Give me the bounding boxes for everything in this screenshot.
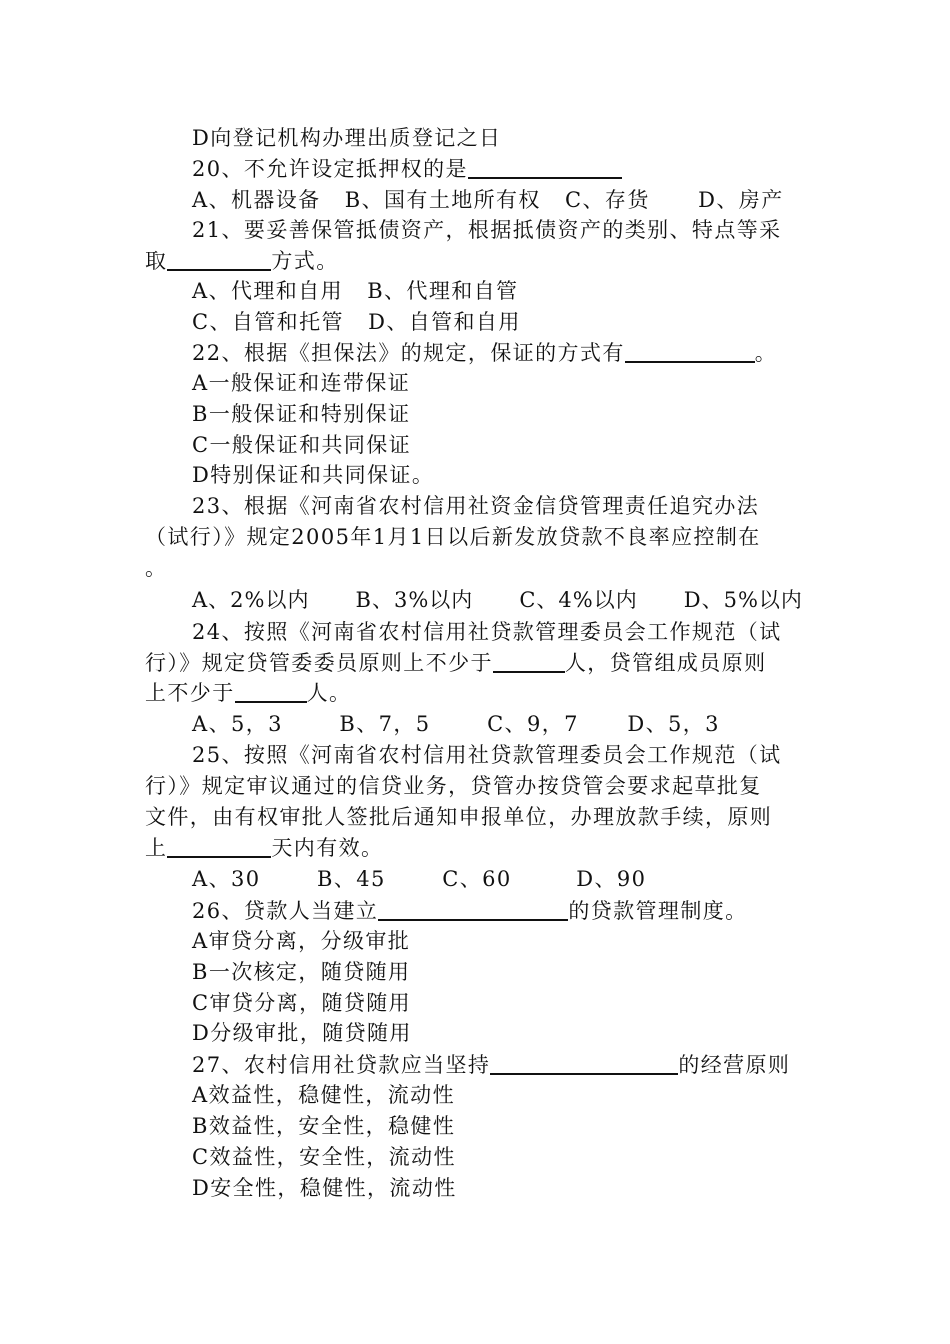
option-line: A、2%以内 B、3%以内 C、4%以内 D、5%以内 xyxy=(192,588,803,612)
question-21: 21、要妥善保管抵债资产，根据抵债资产的类别、特点等采 xyxy=(192,218,782,242)
option-line: A一般保证和连带保证 xyxy=(192,371,411,395)
question-text: 。 xyxy=(754,341,778,365)
answer-blank xyxy=(167,834,271,858)
option-line: A审贷分离，分级审批 xyxy=(192,929,411,953)
question-text: 人，贷管组成员原则 xyxy=(564,651,767,675)
option-line: C、自管和托管 D、自管和自用 xyxy=(192,310,521,334)
question-25-cont: 行）》规定审议通过的信贷业务，贷管办按贷管会要求起草批复 xyxy=(145,774,762,798)
option-line: D向登记机构办理出质登记之日 xyxy=(192,126,502,150)
option-line: C一般保证和共同保证 xyxy=(192,433,412,457)
question-text: 方式。 xyxy=(271,249,339,273)
option-line: A、5，3 B、7，5 C、9，7 D、5，3 xyxy=(192,712,720,736)
question-text: 上 xyxy=(145,836,168,860)
question-text: 27、农村信用社贷款应当坚持 xyxy=(192,1053,491,1077)
answer-blank xyxy=(167,247,271,271)
answer-blank xyxy=(490,1051,678,1075)
question-text: 的经营原则 xyxy=(678,1053,791,1077)
question-22 xyxy=(192,338,777,368)
answer-blank xyxy=(378,897,568,921)
question-text: 26、贷款人当建立 xyxy=(192,899,379,923)
question-text: 的贷款管理制度。 xyxy=(568,899,748,923)
option-line: D分级审批，随贷随用 xyxy=(192,1021,412,1045)
question-text: 取 xyxy=(145,249,168,273)
answer-blank xyxy=(468,155,622,179)
question-24: 24、按照《河南省农村信用社贷款管理委员会工作规范（试 xyxy=(192,620,782,644)
question-24-cont xyxy=(145,678,351,708)
question-text: 上不少于 xyxy=(145,681,235,705)
option-line: C效益性，安全性，流动性 xyxy=(192,1145,456,1169)
question-26 xyxy=(192,896,748,926)
option-line: B一次核定，随贷随用 xyxy=(192,960,411,984)
question-24-cont xyxy=(145,648,767,678)
question-text: 22、根据《担保法》的规定，保证的方式有 xyxy=(192,341,625,365)
question-21-cont xyxy=(145,246,339,276)
question-text: 20、不允许设定抵押权的是 xyxy=(192,157,468,181)
option-line: A、代理和自用 B、代理和自管 xyxy=(192,279,519,303)
answer-blank xyxy=(493,649,565,673)
question-text: 行）》规定贷管委委员原则上不少于 xyxy=(145,651,493,675)
question-20 xyxy=(192,154,622,184)
option-line: A、30 B、45 C、60 D、90 xyxy=(192,867,647,891)
option-line: C审贷分离，随贷随用 xyxy=(192,991,412,1015)
answer-blank xyxy=(235,679,307,703)
option-line: D特别保证和共同保证。 xyxy=(192,463,435,487)
question-23: 23、根据《河南省农村信用社资金信贷管理责任追究办法 xyxy=(192,494,760,518)
question-text: 人。 xyxy=(306,681,352,705)
option-line: B一般保证和特别保证 xyxy=(192,402,411,426)
question-27 xyxy=(192,1050,790,1080)
question-text: 天内有效。 xyxy=(271,836,384,860)
question-25-cont: 文件，由有权审批人签批后通知申报单位，办理放款手续，原则 xyxy=(145,805,773,829)
question-25: 25、按照《河南省农村信用社贷款管理委员会工作规范（试 xyxy=(192,743,782,767)
question-25-cont xyxy=(145,833,383,863)
question-23-cont: 。 xyxy=(145,556,168,580)
answer-blank xyxy=(625,339,755,363)
option-line: D安全性，稳健性，流动性 xyxy=(192,1176,457,1200)
option-line: B效益性，安全性，稳健性 xyxy=(192,1114,456,1138)
question-23-cont: （试行）》规定2005年1月1日以后新发放贷款不良率应控制在 xyxy=(145,525,761,549)
option-line: A效益性，稳健性，流动性 xyxy=(192,1083,455,1107)
option-line: A、机器设备 B、国有土地所有权 C、存货 D、房产 xyxy=(192,188,784,212)
